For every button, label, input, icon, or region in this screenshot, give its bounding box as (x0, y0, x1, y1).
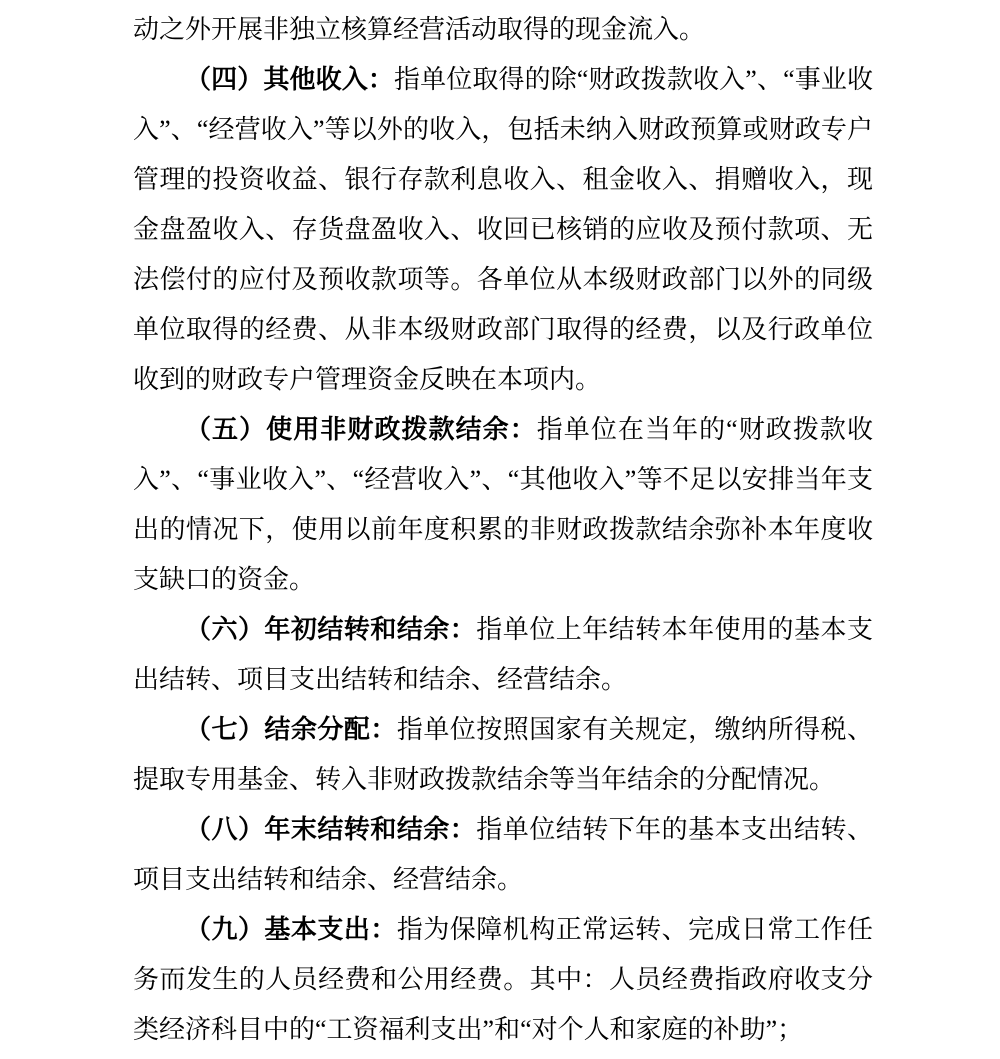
term-label: （五）使用非财政拨款结余： (185, 415, 537, 444)
paragraph-item-7-surplus-distribution (133, 705, 873, 805)
paragraph-item-8-year-end-carryover (133, 805, 873, 905)
term-definition: 指单位按照国家有关规定，缴纳所得税、提取专用基金、转入非财政拨款结余等当年结余的分配情况。 (133, 715, 873, 794)
term-label: （六）年初结转和结余： (185, 615, 477, 644)
term-definition: 指为保障机构正常运转、完成日常工作任务而发生的人员经费和公用经费。其中：人员经费指政府收支分类经济科目中的“工资福利支出”和“对个人和家庭的补助”； (133, 915, 873, 1044)
term-definition: 指单位取得的除“财政拨款收入”、“事业收入”、“经营收入”等以外的收入，包括未纳入财政预算或财政专户管理的投资收益、银行存款利息收入、租金收入、捐赠收入，现金盘盈收入、存货盘盈收入、收回已核销的应收及预付款项、无法偿付的应付及预收款项等。各单位从本级财政部门以外的同级单位取得的经费、从非本级财政部门取得的经费，以及行政单位收到的财政专户管理资金反映在本项内。 (133, 65, 873, 394)
term-label: （九）基本支出： (185, 915, 397, 944)
term-definition: 指单位在当年的“财政拨款收入”、“事业收入”、“经营收入”、“其他收入”等不足以安排当年支出的情况下，使用以前年度积累的非财政拨款结余弥补本年度收支缺口的资金。 (133, 415, 873, 594)
paragraph-continuation (133, 5, 873, 55)
paragraph-item-6-beginning-year-carryover (133, 605, 873, 705)
paragraph-item-5-use-of-non-fiscal-surplus (133, 405, 873, 605)
term-definition: 指单位结转下年的基本支出结转、项目支出结转和结余、经营结余。 (133, 815, 873, 894)
paragraph-item-9-basic-expenditure (133, 905, 873, 1055)
term-label: （八）年末结转和结余： (185, 815, 477, 844)
paragraph-text: 动之外开展非独立核算经营活动取得的现金流入。 (133, 15, 706, 44)
paragraph-item-4-other-income (133, 55, 873, 405)
term-label: （四）其他收入： (185, 65, 394, 94)
term-definition: 指单位上年结转本年使用的基本支出结转、项目支出结转和结余、经营结余。 (133, 615, 873, 694)
term-label: （七）结余分配： (185, 715, 397, 744)
